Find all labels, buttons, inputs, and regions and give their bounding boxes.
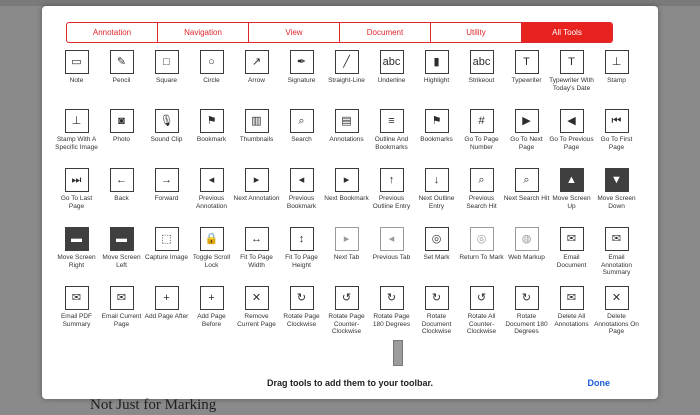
tool-label: Rotate Page Counter-Clockwise [328, 313, 365, 335]
strikeout-icon: abc [470, 50, 494, 74]
tool-item[interactable] [279, 46, 324, 105]
tool-label: Square [156, 77, 177, 84]
tool-item[interactable] [504, 282, 549, 341]
tool-item[interactable] [369, 46, 414, 105]
tool-item[interactable] [504, 46, 549, 105]
goto-page-number-icon: # [470, 109, 494, 133]
tool-item[interactable] [549, 282, 594, 341]
next-outline-icon: ↓ [425, 168, 449, 192]
tab-view[interactable]: View [249, 23, 340, 42]
tool-item[interactable] [459, 46, 504, 105]
tool-label: Circle [203, 77, 220, 84]
forward-icon: → [155, 168, 179, 192]
tool-item[interactable] [369, 282, 414, 341]
tool-item[interactable] [189, 223, 234, 282]
tool-item[interactable] [189, 46, 234, 105]
tool-label: Delete All Annotations [554, 313, 589, 328]
tool-label: Stamp With A Specific Image [55, 136, 98, 151]
annotations-icon: ▤ [335, 109, 359, 133]
search-icon: ⌕ [290, 109, 314, 133]
tool-item[interactable] [369, 105, 414, 164]
move-screen-right-icon: ▬ [65, 227, 89, 251]
tool-item[interactable] [594, 223, 639, 282]
tool-label: Email Annotation Summary [600, 254, 633, 276]
previous-outline-icon: ↑ [380, 168, 404, 192]
tool-label: Fit To Page Width [240, 254, 273, 269]
back-icon: ← [110, 168, 134, 192]
tool-label: Go To Previous Page [549, 136, 594, 151]
tool-label: Back [114, 195, 129, 202]
tool-grid [54, 46, 639, 341]
tool-label: Delete Annotations On Page [594, 313, 639, 335]
tool-item[interactable] [234, 164, 279, 223]
tool-label: Strikeout [468, 77, 495, 84]
tool-item[interactable] [459, 105, 504, 164]
highlight-icon: ▮ [425, 50, 449, 74]
sound-clip-icon: 🎙 [155, 109, 179, 133]
thumbnails-icon: ▥ [245, 109, 269, 133]
tool-label: Web Markup [508, 254, 545, 261]
tool-item[interactable] [279, 164, 324, 223]
tool-label: Previous Annotation [195, 195, 228, 210]
previous-bookmark-icon: ◂ [290, 168, 314, 192]
tool-item[interactable] [234, 46, 279, 105]
tool-label: Annotations [329, 136, 364, 143]
tool-label: Move Screen Up [552, 195, 591, 210]
tool-label: Bookmarks [420, 136, 453, 143]
fit-width-icon: ↔ [245, 227, 269, 251]
next-annotation-icon: ▸ [245, 168, 269, 192]
bookmarks-icon: ⚑ [425, 109, 449, 133]
outline-bookmarks-icon: ≡ [380, 109, 404, 133]
delete-annotations-page-icon: ✕ [605, 286, 629, 310]
scroll-lock-icon: 🔒 [200, 227, 224, 251]
email-annotation-summary-icon: ✉ [605, 227, 629, 251]
tool-label: Stamp [607, 77, 626, 84]
add-page-after-icon: + [155, 286, 179, 310]
square-icon: □ [155, 50, 179, 74]
email-current-page-icon: ✉ [110, 286, 134, 310]
tool-label: Highlight [423, 77, 450, 84]
tool-item[interactable] [324, 282, 369, 341]
tool-label: Search [291, 136, 312, 143]
tool-item[interactable] [594, 105, 639, 164]
tool-item[interactable] [549, 105, 594, 164]
tool-label: Next Bookmark [324, 195, 369, 202]
previous-annotation-icon: ◂ [200, 168, 224, 192]
tool-item[interactable] [189, 164, 234, 223]
tool-label: Next Search Hit [503, 195, 550, 202]
tool-label: Rotate Document 180 Degrees [505, 313, 548, 335]
tool-label: Email Current Page [101, 313, 142, 328]
tool-item[interactable] [234, 223, 279, 282]
tool-label: Bookmark [196, 136, 227, 143]
tool-item[interactable] [279, 105, 324, 164]
tool-label: Rotate Document Clockwise [421, 313, 452, 335]
stamp-icon: ⊥ [605, 50, 629, 74]
tool-label: Previous Search Hit [466, 195, 497, 210]
tool-item[interactable] [144, 46, 189, 105]
tab-annotation[interactable]: Annotation [67, 23, 158, 42]
tool-label: Move Screen Down [597, 195, 636, 210]
tool-label: Go To Page Number [464, 136, 499, 151]
typewriter-date-icon: T [560, 50, 584, 74]
tool-item[interactable] [99, 223, 144, 282]
tool-label: Note [69, 77, 84, 84]
tool-label: Set Mark [423, 254, 450, 261]
photo-icon: ◙ [110, 109, 134, 133]
next-search-hit-icon: ⌕ [515, 168, 539, 192]
tool-label: Previous Outline Entry [372, 195, 411, 210]
tool-label: Arrow [248, 77, 265, 84]
circle-icon: ○ [200, 50, 224, 74]
tool-item[interactable] [324, 105, 369, 164]
move-screen-left-icon: ▬ [110, 227, 134, 251]
return-mark-icon: ◎ [470, 227, 494, 251]
previous-page-icon: ◀ [560, 109, 584, 133]
tool-label: Signature [287, 77, 316, 84]
tool-label: Remove Current Page [237, 313, 276, 328]
rotate-page-cw-icon: ↻ [290, 286, 314, 310]
tool-item[interactable] [324, 46, 369, 105]
pencil-icon: ✎ [110, 50, 134, 74]
tool-item[interactable] [324, 164, 369, 223]
rotate-doc-180-icon: ↻ [515, 286, 539, 310]
tool-label: Go To First Page [600, 136, 633, 151]
tool-item[interactable] [234, 105, 279, 164]
tool-item[interactable] [594, 46, 639, 105]
tool-item[interactable] [144, 105, 189, 164]
tool-label: Thumbnails [239, 136, 274, 143]
tool-item[interactable] [369, 223, 414, 282]
tool-item[interactable] [504, 105, 549, 164]
tab-document[interactable]: Document [340, 23, 431, 42]
tool-label: Return To Mark [459, 254, 504, 261]
signature-icon: ✒ [290, 50, 314, 74]
tool-item[interactable] [594, 164, 639, 223]
tool-label: Next Annotation [233, 195, 280, 202]
set-mark-icon: ◎ [425, 227, 449, 251]
first-page-icon: ⏮ [605, 109, 629, 133]
tool-label: Move Screen Right [57, 254, 96, 269]
tool-label: Previous Bookmark [286, 195, 317, 210]
typewriter-icon: T [515, 50, 539, 74]
tool-label: Next Tab [333, 254, 360, 261]
rotate-page-ccw-icon: ↺ [335, 286, 359, 310]
tool-item[interactable] [189, 282, 234, 341]
tool-item[interactable] [414, 282, 459, 341]
add-page-before-icon: + [200, 286, 224, 310]
move-screen-up-icon: ▲ [560, 168, 584, 192]
tool-label: Outline And Bookmarks [374, 136, 409, 151]
tool-item[interactable] [369, 164, 414, 223]
last-page-icon: ⏭ [65, 168, 89, 192]
tool-item[interactable] [504, 164, 549, 223]
previous-search-hit-icon: ⌕ [470, 168, 494, 192]
previous-tab-icon: ◂ [380, 227, 404, 251]
tool-label: Go To Last Page [60, 195, 93, 210]
tool-item[interactable] [234, 282, 279, 341]
tool-label: Email Document [556, 254, 587, 269]
tool-item[interactable] [594, 282, 639, 341]
tool-label: Next Outline Entry [418, 195, 455, 210]
tool-item[interactable] [99, 282, 144, 341]
tool-item[interactable] [279, 223, 324, 282]
fit-height-icon: ↕ [290, 227, 314, 251]
tool-item[interactable] [324, 223, 369, 282]
email-pdf-summary-icon: ✉ [65, 286, 89, 310]
tool-label: Rotate Page 180 Degrees [372, 313, 411, 328]
category-tabs [66, 22, 613, 43]
drag-hint: Drag tools to add them to your toolbar. [266, 378, 433, 388]
tool-item[interactable] [459, 164, 504, 223]
scroll-indicator[interactable] [393, 340, 403, 366]
tool-item[interactable] [144, 282, 189, 341]
tool-label: Typewriter [511, 77, 542, 84]
tool-item[interactable] [459, 223, 504, 282]
tool-item[interactable] [549, 46, 594, 105]
tool-picker-dialog [42, 6, 658, 399]
next-page-icon: ▶ [515, 109, 539, 133]
tool-item[interactable] [549, 223, 594, 282]
tool-item[interactable] [414, 223, 459, 282]
email-document-icon: ✉ [560, 227, 584, 251]
tool-label: Add Page After [144, 313, 189, 320]
tool-item[interactable] [144, 164, 189, 223]
delete-all-annotations-icon: ✉ [560, 286, 584, 310]
tool-item[interactable] [99, 164, 144, 223]
next-bookmark-icon: ▸ [335, 168, 359, 192]
tool-label: Rotate Page Clockwise [283, 313, 320, 328]
tool-label: Go To Next Page [510, 136, 543, 151]
tool-label: Underline [377, 77, 406, 84]
tool-label: Pencil [112, 77, 131, 84]
capture-image-icon: ⬚ [155, 227, 179, 251]
tool-item[interactable] [414, 164, 459, 223]
tab-utility[interactable]: Utility [431, 23, 522, 42]
tool-label: Email PDF Summary [60, 313, 93, 328]
tool-item[interactable] [144, 223, 189, 282]
tool-item[interactable] [414, 105, 459, 164]
tab-navigation[interactable]: Navigation [158, 23, 249, 42]
next-tab-icon: ▸ [335, 227, 359, 251]
tool-item[interactable] [279, 282, 324, 341]
straight-line-icon: ╱ [335, 50, 359, 74]
underline-icon: abc [380, 50, 404, 74]
tool-label: Forward [154, 195, 179, 202]
background-caption: Not Just for Marking [90, 397, 217, 413]
tool-label: Toggle Scroll Lock [192, 254, 231, 269]
tool-item[interactable] [54, 164, 99, 223]
rotate-all-ccw-icon: ↺ [470, 286, 494, 310]
tool-item[interactable] [414, 46, 459, 105]
tool-label: Previous Tab [372, 254, 411, 261]
stamp-image-icon: ⊥ [65, 109, 89, 133]
tool-item[interactable] [99, 46, 144, 105]
tool-item[interactable] [189, 105, 234, 164]
tool-label: Sound Clip [150, 136, 183, 143]
tool-item[interactable] [54, 105, 99, 164]
tool-label: Capture Image [145, 254, 188, 261]
tool-item[interactable] [54, 282, 99, 341]
rotate-doc-cw-icon: ↻ [425, 286, 449, 310]
bookmark-icon: ⚑ [200, 109, 224, 133]
tool-item[interactable] [54, 223, 99, 282]
tool-label: Typewriter With Today's Date [549, 77, 594, 92]
move-screen-down-icon: ▼ [605, 168, 629, 192]
tool-item[interactable] [459, 282, 504, 341]
remove-page-icon: ✕ [245, 286, 269, 310]
note-icon: ▭ [65, 50, 89, 74]
done-button[interactable]: Done [587, 378, 610, 388]
arrow-icon: ↗ [245, 50, 269, 74]
tool-item[interactable] [504, 223, 549, 282]
tool-item[interactable] [54, 46, 99, 105]
tool-label: Fit To Page Height [285, 254, 318, 269]
tab-all-tools[interactable]: All Tools [522, 23, 612, 42]
web-markup-icon: ◍ [515, 227, 539, 251]
rotate-page-180-icon: ↻ [380, 286, 404, 310]
tool-label: Rotate All Counter-Clockwise [466, 313, 497, 335]
tool-label: Photo [113, 136, 130, 143]
tool-label: Add Page Before [197, 313, 226, 328]
tool-label: Straight-Line [328, 77, 365, 84]
tool-item[interactable] [549, 164, 594, 223]
tool-item[interactable] [99, 105, 144, 164]
tool-label: Move Screen Left [102, 254, 141, 269]
